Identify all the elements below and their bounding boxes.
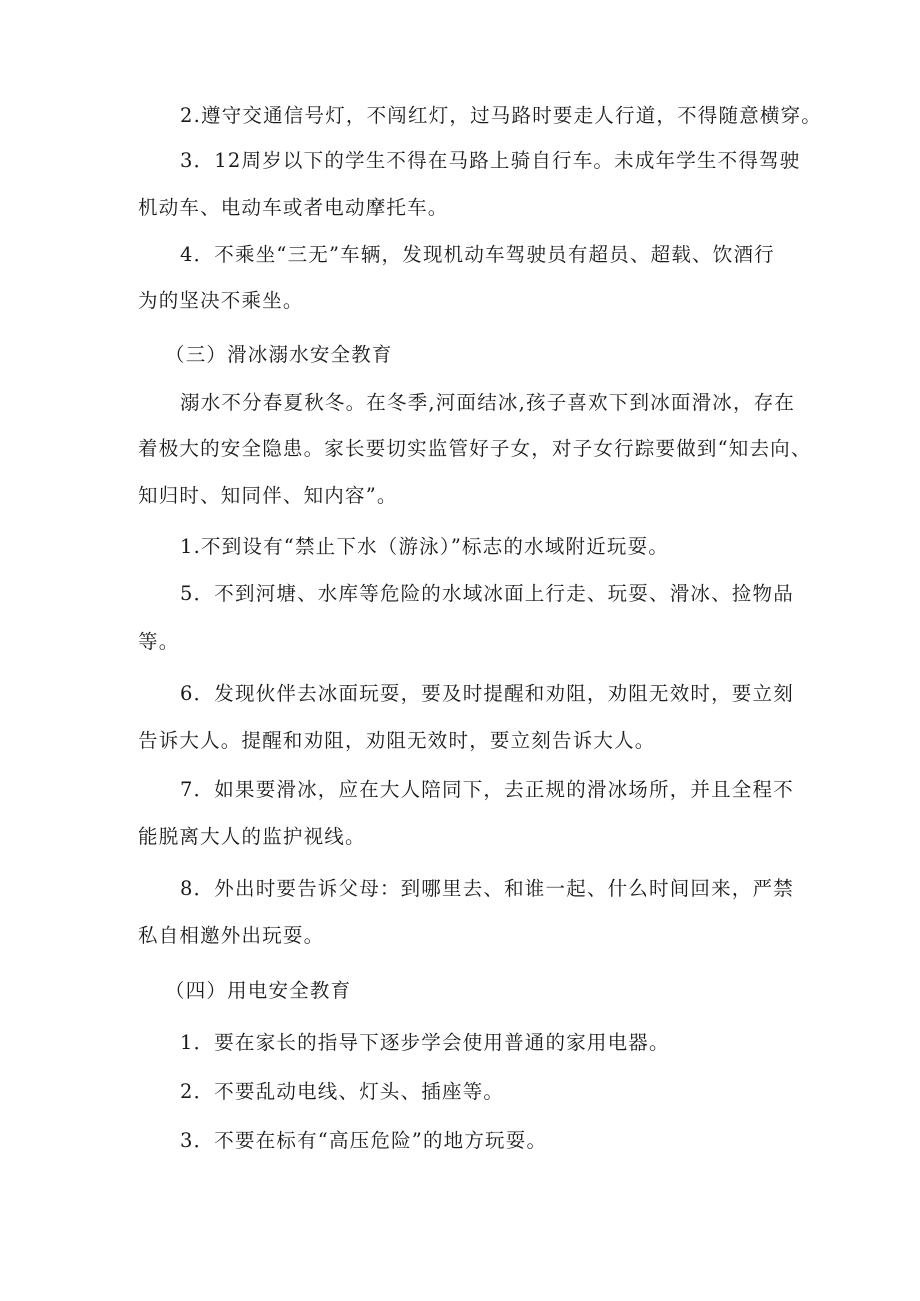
text-line: 6．发现伙伴去冰面玩耍，要及时提醒和劝阻，劝阻无效时，要立刻: [180, 682, 794, 705]
text-line: 为的坚决不乘坐。: [138, 289, 304, 312]
text-line: 7．如果要滑冰，应在大人陪同下，去正规的滑冰场所，并且全程不: [180, 778, 794, 801]
text-line: 溺水不分春夏秋冬。在冬季,河面结冰,孩子喜欢下到冰面滑冰，存在: [180, 391, 796, 414]
text-line: 3．12周岁以下的学生不得在马路上骑自行车。未成年学生不得驾驶: [180, 149, 801, 172]
section-heading: （三）滑冰溺水安全教育: [165, 343, 393, 366]
text-line: 机动车、电动车或者电动摩托车。: [138, 196, 449, 219]
text-line: 8．外出时要告诉父母：到哪里去、和谁一起、什么时间回来，严禁: [180, 877, 794, 900]
text-line: 知归时、知同伴、知内容”。: [138, 484, 398, 507]
text-line: 私自相邀外出玩耍。: [138, 924, 325, 947]
text-line: 4．不乘坐“三无”车辆，发现机动车驾驶员有超员、超载、饮酒行: [180, 243, 775, 266]
text-line: 3．不要在标有“高压危险”的地方玩耍。: [180, 1129, 548, 1152]
text-line: 1.不到设有“禁止下水（游泳）”标志的水域附近玩耍。: [180, 535, 669, 558]
text-line: 能脱离大人的监护视线。: [138, 825, 366, 848]
text-line: 2.遵守交通信号灯，不闯红灯，过马路时要走人行道，不得随意横穿。: [180, 104, 823, 127]
text-line: 等。: [138, 630, 180, 653]
text-line: 2．不要乱动电线、灯头、插座等。: [180, 1080, 505, 1103]
section-heading: （四）用电安全教育: [165, 979, 352, 1002]
text-line: 5．不到河塘、水库等危险的水域冰面上行走、玩耍、滑冰、捡物品: [180, 582, 794, 605]
text-line: 告诉大人。提醒和劝阻，劝阻无效时，要立刻告诉大人。: [138, 729, 656, 752]
text-line: 1．要在家长的指导下逐步学会使用普通的家用电器。: [180, 1031, 670, 1054]
text-line: 着极大的安全隐患。家长要切实监管好子女，对子女行踪要做到“知去向、: [138, 437, 812, 460]
